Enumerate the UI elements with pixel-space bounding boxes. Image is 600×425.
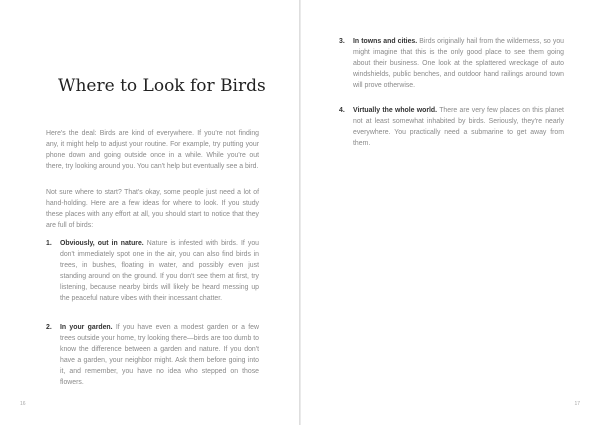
list-item-text: Nature is infested with birds. If you don't immediately spot one in the air, you can also find birds in trees, in bushes, floating in water, and possibly even just standing around on the ground. If you don't see them at first, try listening, because nearby birds will likely be heard messing up the peaceful nature vibes with their incessant chatter. — [60, 240, 259, 303]
intro-paragraph: Here's the deal: Birds are kind of everywhere. If you're not finding any, it might help to adjust your routine. For example, try putting your phone down and going outside once in a while. While you're out there, try looking around you. You can't help but eventually see a bird. — [46, 130, 259, 171]
list-item-number: 3. — [339, 38, 345, 45]
list-item-heading: Virtually the whole world. — [353, 107, 438, 114]
list-item — [46, 238, 259, 305]
list-item-number: 4. — [339, 107, 345, 114]
list-item-body — [353, 105, 564, 149]
right-page — [301, 0, 600, 425]
list-item-heading: In your garden. — [60, 324, 113, 331]
left-page — [0, 0, 299, 425]
list-item — [339, 36, 564, 91]
page-number-right: 17 — [574, 401, 580, 407]
list-item-text: If you have even a modest garden or a few trees outside your home, try looking there—birds are too dumb to know the difference between a garden and nature. If you don't have a garden, your neighbor might. Ask them before going into it, and remember, you have no idea who stepped on those flowers. — [60, 324, 259, 387]
list-item — [46, 322, 259, 389]
list-item-heading: In towns and cities. — [353, 38, 418, 45]
list-item-body — [60, 238, 259, 305]
page-title: Where to Look for Birds — [58, 76, 266, 96]
page-number-left: 16 — [20, 401, 26, 407]
list-item-body — [60, 322, 259, 389]
lead-in-paragraph: Not sure where to start? That's okay, some people just need a lot of hand-holding. Here are a few ideas for where to look. If you study these places with any effort at all, you should start to notice that they are full of birds: — [46, 189, 259, 230]
list-item-body — [353, 36, 564, 91]
list-item-text: There are very few places on this planet not at least somewhat inhabited by birds. Seriously, they're nearly everywhere. You practically need a submarine to get away from them. — [353, 107, 564, 148]
list-item-heading: Obviously, out in nature. — [60, 240, 144, 247]
list-item — [339, 105, 564, 149]
list-item-text: Birds originally hail from the wilderness, so you might imagine that this is the only good place to see them going about their business. One look at the splattered wreckage of auto windshields, public benches, and outdoor hand railings around town will prove otherwise. — [353, 38, 564, 90]
list-item-number: 2. — [46, 324, 52, 331]
list-item-number: 1. — [46, 240, 52, 247]
